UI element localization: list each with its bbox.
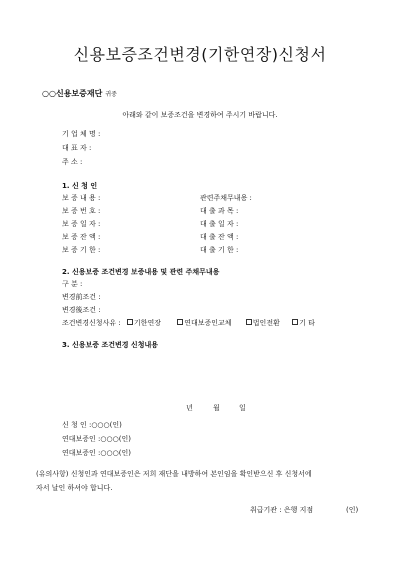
signature-guarantor-2: 연대보증인 :○○○(인)	[62, 449, 131, 457]
recipient-name: ○○신용보증재단	[42, 89, 103, 98]
signature-applicant: 신 청 인 :○○○(인)	[62, 421, 122, 429]
reason-option-extension[interactable]: 기한연장	[127, 319, 161, 327]
section3-heading: 3. 신용보증 조건변경 신청내용	[62, 341, 158, 349]
loan-type-field: 대 출 과 목 :	[200, 207, 239, 215]
date-year: 년	[186, 404, 193, 412]
loan-date-field: 대 출 일 자 :	[200, 220, 239, 228]
guarantee-balance-field: 보 증 잔 액 :	[62, 233, 101, 241]
checkbox-icon	[127, 319, 133, 325]
checkbox-icon	[246, 319, 252, 325]
loan-term-field: 대 출 기 한 :	[200, 246, 239, 254]
page-title: 신용보증조건변경(기한연장)신청서	[73, 45, 327, 64]
change-reason-label: 조건변경신청사유 :	[62, 319, 121, 327]
guarantee-number-field: 보 증 번 호 :	[62, 207, 101, 215]
date-day: 일	[239, 404, 246, 412]
handling-institution: 취급기관 : 은행 지점	[250, 506, 314, 514]
before-condition-field: 변경前조건 :	[62, 293, 101, 301]
notice-line-2: 자서 날인 하셔야 합니다.	[36, 484, 113, 492]
after-condition-field: 변경後조건 :	[62, 306, 101, 314]
company-name-field: 기 업 체 명 :	[62, 130, 101, 138]
related-debt-field: 관련주채무내용 :	[200, 194, 252, 202]
recipient-suffix: 귀중	[105, 91, 117, 98]
address-field: 주 소 :	[62, 158, 83, 166]
guarantee-content-field: 보 증 내 용 :	[62, 194, 101, 202]
category-field: 구 분 :	[62, 280, 83, 288]
section1-heading: 1. 신 청 인	[62, 182, 98, 190]
date-month: 월	[213, 404, 220, 412]
handler-seal: (인)	[346, 506, 359, 514]
representative-field: 대 표 자 :	[62, 144, 92, 152]
reason-option-incorporation[interactable]: 법인전환	[246, 319, 280, 327]
notice-line-1: (유의사항) 신청인과 연대보증인은 저희 재단을 내방하여 본인임을 확인받으신 후 신청서에	[36, 470, 312, 478]
intro-text: 아래와 같이 보증조건을 변경하여 주시기 바랍니다.	[122, 111, 278, 119]
checkbox-icon	[292, 319, 298, 325]
recipient	[42, 88, 117, 99]
reason-option-other[interactable]: 기 타	[292, 319, 315, 327]
section2-heading: 2. 신용보증 조건변경 보증내용 및 관련 주채무내용	[62, 268, 220, 276]
checkbox-icon	[177, 319, 183, 325]
change-reason-row	[62, 318, 315, 328]
guarantee-term-field: 보 증 기 한 :	[62, 246, 101, 254]
reason-option-guarantor-change[interactable]: 연대보증인교체	[177, 319, 231, 327]
signature-guarantor-1: 연대보증인 :○○○(인)	[62, 435, 131, 443]
guarantee-date-field: 보 증 일 자 :	[62, 220, 101, 228]
loan-balance-field: 대 출 잔 액 :	[200, 233, 239, 241]
